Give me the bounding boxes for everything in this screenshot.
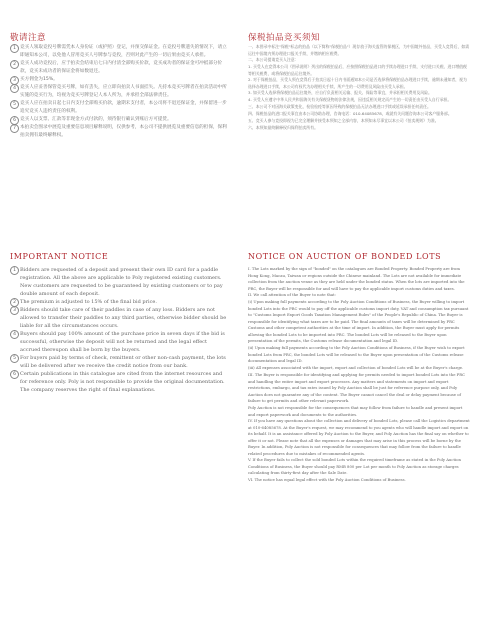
- item-number-badge: 3: [10, 76, 19, 85]
- notice-item: [10, 124, 228, 140]
- paragraph: II. We call attention of the Buyer to note that:: [248, 292, 336, 297]
- paragraph: 4. 买受人应遵守中华人民共和国海关有关保税货物的法律法规，因违反相关规定而产生的一切责任由买受人自行承担。: [248, 97, 452, 102]
- paragraph: 四、保税拍品的进口报关事宜由本公司协助办理，咨询电话：010-64085678，或就有关问题咨询本公司客户服务部。: [248, 111, 452, 116]
- notice-item: [10, 100, 228, 116]
- item-text: 竞买人以支票、汇款等非现金方式付款的，须待银行确认到账后方可提货。: [20, 117, 172, 122]
- item-text: 竞买人应妥善保管竞买号牌，如有丢失，应立即向拍卖人书面挂失。凡持本竞买号牌者在拍卖活动中所实施的竞买行为，均视为竞买号牌登记人本人所为，并承担全部法律责任。: [20, 85, 227, 99]
- item-number-badge: 1: [10, 266, 19, 275]
- item-text: 本拍卖会图录中展览及重要信息项目解释说明，仅供参考，本公司不提供展览及重要信息的担保，保利拍卖拥有最终解释权。: [20, 125, 227, 139]
- item-number-badge: 5: [10, 100, 19, 109]
- paragraph: 三、本公司不对因海关政策变化、检验检疫等原因导致的保税拍品无法办理进口手续或延误承担任何责任。: [248, 104, 431, 109]
- bonded-heading-cn: 保税拍品竞买须知: [248, 33, 321, 43]
- item-text: For buyers paid by terms of check, remittent or other non-cash payment, the lots will be delivered after we receive the credit notice from our bank.: [20, 355, 226, 370]
- notice-item: [10, 44, 228, 60]
- notice-heading-en: IMPORTANT NOTICE: [10, 252, 109, 261]
- item-text: 买方佣金为15%。: [20, 77, 58, 82]
- notice-item: [10, 306, 228, 330]
- paragraph: 五、竞买人参与竞投即视为已完全理解并接受本须知之全部内容，本须知未尽事宜以本公司《拍卖规则》为准。: [248, 118, 439, 123]
- notice-item: [10, 116, 228, 124]
- item-text: Bidders should take care of their paddles in case of any loss. Bidders are not allowed to transfer their paddles to any third parties, otherwise bidder should be liable for all the circumstances occurs.: [20, 307, 227, 330]
- item-text: 竞买人领取竞投号牌需凭本人身份证（或护照）登记，并预交保证金。在竞投号牌遗失的情况下，请立即通知本公司，以免他人冒用竞买人号牌参与竞投，否则对此产生的一切后果由竞买人承担。: [20, 45, 227, 59]
- item-number-badge: 3: [10, 306, 19, 315]
- item-number-badge: 6: [10, 116, 19, 125]
- item-text: Buyers should pay 100% amount of the purchase price in seven days if the bid is successful, otherwise the deposit will not be returned and the legal effect accrued thereupon shall be born by the buyers.: [20, 331, 225, 354]
- item-number-badge: 2: [10, 298, 19, 307]
- paragraph: Poly Auction is not responsible for the consequences that may follow from failure to handle and present import and export paperwork and documents to the authorities.: [248, 405, 463, 417]
- paragraph: IV. If you have any questions about the collection and delivery of bonded Lots, please call the Logistics department at 010-64085678. At the Buyer's request, we may recommend to you agents who will handle import and export on its behalf. It is an assistance offered by Poly Auction to the Buyer, and Poly Auction has the final say on whether to offer it or not. Please note that all the expenses or damages that may arise in this process will be borne by the Buyer. In addition, Poly Auction is not responsible for consequences that may follow from the failure to handle related procedures due to mistakes of recommended agents.: [248, 418, 470, 456]
- item-text: 竞买人应在拍卖日起七日内支付全部购买价款，逾期未支付者，本公司将不退还保证金，并保留进一步追究竞买人违约责任的权利。: [20, 101, 227, 115]
- item-number-badge: 5: [10, 354, 19, 363]
- paragraph: VI. The notice has equal legal effect with the Poly Auction Conditions of Business.: [248, 477, 406, 482]
- paragraph: 一、本图录中标注"保税"标志的拍品（以下简称"保税拍品"）现存放于海关监管的保税区，为中国境外拍品，买受人竞得后，如需运往中国境内须办理进口报关手续，并缴纳相应税费。: [248, 44, 470, 56]
- notice-item: [10, 266, 228, 298]
- paragraph: V. If the Buyer fails to collect the sold bonded Lots within the required timeframe as stated in the Poly Auction Conditions of Business, the Buyer should pay RMB 800 per Lot per month to Poly Auction as storage charges calculating from thirty-first day after the Sale Date.: [248, 457, 461, 475]
- paragraph: 1. 买受人在竞得本公司《图录说明》列出的保税拍品后，应按照保税拍品进口的手续办理进口手续，支付进口关税、进口增值税等相关税费，或将保税拍品运往境外。: [248, 64, 467, 76]
- item-number-badge: 7: [10, 124, 19, 133]
- item-number-badge: 4: [10, 330, 19, 339]
- paragraph: 六、本须知最终解释权归保利拍卖所有。: [248, 125, 319, 130]
- notice-heading-cn: 敬请注意: [10, 33, 47, 43]
- paragraph: 3. 如买受人选择将保税拍品运往境外，应自行负责相关运输、报关、保险等事宜，并承担相关费用及风险。: [248, 90, 432, 95]
- notice-item: [10, 76, 228, 84]
- paragraph: (ii) Upon making full payments according to the Poly Auction Conditions of Business, if the Buyer wish to export bonded Lots from PRC, the bonded Lots will be released to the Buyer upon presentation of the Customs release documentation and legal ID.: [248, 345, 465, 363]
- paragraph: (i) Upon making full payments according to the Poly Auction Conditions of Business, the Buyer willing to import bonded Lots into the PRC would to pay off the applicable customs import duty, VAT and consumption tax pursuant to "Customs Import Export Goods Taxation Management Rules" of the People's Republic of China. The Buyer is responsible for identifying what taxes are to be paid. The final amounts of taxes will be determined by PRC Customs and other competent authorities at the time of import. In addition, the Buyer must apply for permits allowing the bonded Lots to be imported into PRC. The bonded Lots will be released to the Buyer upon presentation of the permits, the Customs release documentation and legal ID.: [248, 299, 469, 343]
- notice-item: [10, 354, 228, 370]
- item-text: The premium is adjusted to 15% of the final bid price.: [20, 299, 157, 305]
- paragraph: I. The Lots marked by the sign of "bonded" on the catalogues are Bonded Property. Bonded Property are from Hong Kong, Macau, Taiwan or regions outside the Chinese mainland. The Lots are not available for immediate collection from the auction venue as they are held under the bonded status. When the lots are imported into the PRC, the Buyer will be responsible for and will have to pay the applicable import customs duties and taxes.: [248, 266, 465, 291]
- paragraph: III. The Buyer is responsible for identifying and applying for permits needed to import bonded Lots into the PRC and handling the entire import and export processes. Any matters and statements on import and export restrictions, embargo, and tax rates issued by Poly Auction shall be just for reference purpose only, and Poly Auction does not guarantee any of the content. The Buyer cannot cancel the deal or delay payment because of failure to get permits and other relevant paperwork.: [248, 372, 466, 403]
- notice-item: [10, 298, 228, 306]
- item-number-badge: 1: [10, 44, 19, 53]
- item-number-badge: 4: [10, 84, 19, 93]
- item-text: 竞买人成功竞投后，应于拍卖会结束后七日内付清全部购买价款，竞买成功者的保证金可冲抵部分价款，竞买未成功者的保证金将如数退还。: [20, 61, 223, 75]
- item-text: Bidders are requested of a deposit and present their own ID card for a paddle registration. All the above are applicable to Poly registered existing customers. New customers are requested to be guaranteed by existing customers or to pay double amount of each deposit.: [20, 267, 223, 298]
- bonded-heading-en: NOTICE ON AUCTION OF BONDED LOTS: [248, 252, 442, 261]
- notice-item: [10, 60, 228, 76]
- paragraph: (iii) All expenses associated with the import, export and collection of bonded Lots will be at the Buyer's charge.: [248, 365, 464, 370]
- notice-item: [10, 370, 228, 394]
- paragraph: 2. 对于保税拍品，买受人须在竞得后于拍卖日起十日内书面通知本公司是否选择将保税拍品办理进口手续，逾期未通知者，视为选择办理进口手续，本公司有权代为办理相关手续，所产生的一切费用及风险由买受人承担。: [248, 77, 467, 89]
- item-number-badge: 2: [10, 60, 19, 69]
- notice-item: [10, 330, 228, 354]
- paragraph: 二、本公司提请竞买人注意：: [248, 57, 299, 62]
- notice-item: [10, 84, 228, 100]
- item-text: Certain publications in this catalogue are cited from the internet resources and for reference only. Poly is not responsible to provide the original documentation. The company reserves the right of final explanations.: [20, 371, 225, 394]
- item-number-badge: 6: [10, 370, 19, 379]
